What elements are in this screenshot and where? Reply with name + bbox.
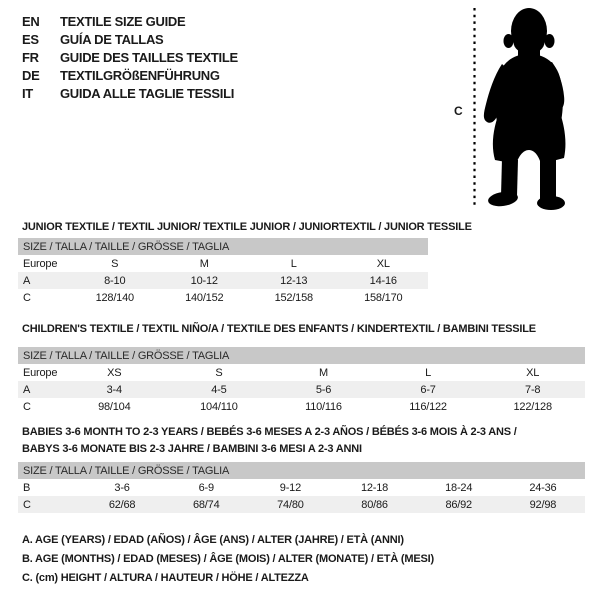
language-code: DE [22, 68, 40, 83]
table-row [18, 381, 585, 398]
language-header [22, 13, 238, 103]
size-header-bar [18, 238, 428, 255]
language-code: EN [22, 14, 40, 29]
cell: 98/104 [98, 400, 131, 413]
cell: 7-8 [480, 381, 585, 398]
babies-size-table [18, 462, 585, 513]
row-label: A [18, 381, 62, 398]
language-row-de [22, 67, 238, 85]
language-code: FR [22, 50, 39, 65]
language-row-it [22, 85, 238, 103]
cell: 74/80 [248, 496, 332, 513]
babies-section-title [22, 424, 582, 458]
junior-section-title: JUNIOR TEXTILE / TEXTIL JUNIOR/ TEXTILE JUNIOR / JUNIORTEXTIL / JUNIOR TESSILE [22, 221, 472, 233]
cell: 6-7 [376, 381, 481, 398]
size-header-bar [18, 347, 585, 364]
cell: 104/110 [200, 400, 238, 413]
language-title: TEXTILE SIZE GUIDE [60, 14, 186, 29]
cell: 158/170 [364, 291, 403, 304]
table-row [18, 272, 428, 289]
cell: 128/140 [95, 291, 134, 304]
cell: 4-5 [167, 381, 272, 398]
language-row-es [22, 31, 238, 49]
table-row [18, 364, 585, 381]
language-title: GUIDA ALLE TAGLIE TESSILI [60, 86, 235, 101]
row-label: Europe [23, 366, 58, 379]
cell: 12-18 [360, 481, 389, 494]
height-c-label: C [454, 104, 463, 118]
cell: XL [376, 257, 390, 270]
cell: S [111, 257, 119, 270]
row-label: C [23, 291, 31, 304]
language-title: TEXTILGRÖßENFÜHRUNG [60, 68, 220, 83]
row-label: Europe [23, 257, 58, 270]
cell: 12-13 [249, 272, 339, 289]
language-row-en [22, 13, 238, 31]
size-header-label: SIZE / TALLA / TAILLE / GRÖSSE / TAGLIA [18, 347, 585, 364]
note-a: A. AGE (YEARS) / EDAD (AÑOS) / ÂGE (ANS) / ALTER (JAHRE) / ETÀ (ANNI) [22, 534, 404, 546]
row-label: B [23, 481, 31, 494]
note-c: C. (cm) HEIGHT / ALTURA / HAUTEUR / HÖHE / ALTEZZA [22, 572, 309, 584]
language-title: GUÍA DE TALLAS [60, 32, 164, 47]
cell: 140/152 [185, 291, 224, 304]
junior-size-table [18, 238, 428, 306]
table-row [18, 479, 585, 496]
cell: 3-4 [62, 381, 167, 398]
cell: 80/86 [332, 496, 416, 513]
size-header-label: SIZE / TALLA / TAILLE / GRÖSSE / TAGLIA [18, 462, 585, 479]
table-row [18, 398, 585, 415]
cell: 6-9 [198, 481, 214, 494]
language-row-fr [22, 49, 238, 67]
cell: 3-6 [114, 481, 130, 494]
row-label: C [18, 496, 80, 513]
cell: 14-16 [339, 272, 429, 289]
cell: L [290, 257, 297, 270]
size-header-bar [18, 462, 585, 479]
table-row [18, 289, 428, 306]
children-section-title: CHILDREN'S TEXTILE / TEXTIL NIÑO/A / TEXTILE DES ENFANTS / KINDERTEXTIL / BAMBINI TESSILE [22, 323, 536, 335]
cell: XL [526, 366, 540, 379]
babies-title-line2: BABYS 3-6 MONATE BIS 2-3 JAHRE / BAMBINI 3-6 MESI A 2-3 ANNI [22, 443, 362, 455]
cell: 10-12 [160, 272, 250, 289]
cell: 62/68 [80, 496, 164, 513]
table-row [18, 255, 428, 272]
row-label: A [18, 272, 70, 289]
cell: 24-36 [529, 481, 557, 494]
cell: L [425, 366, 432, 379]
row-label: C [23, 400, 31, 413]
baby-silhouette-icon [440, 0, 600, 220]
baby-figure [440, 0, 600, 220]
cell: M [199, 257, 209, 270]
babies-title-line1: BABIES 3-6 MONTH TO 2-3 YEARS / BEBÉS 3-6 MESES A 2-3 AÑOS / BÉBÉS 3-6 MOIS À 2-3 ANS / [22, 426, 517, 438]
cell: 152/158 [274, 291, 313, 304]
cell: 18-24 [445, 481, 473, 494]
cell: 116/122 [409, 400, 447, 413]
cell: 8-10 [70, 272, 160, 289]
cell: M [319, 366, 328, 379]
language-title: GUIDE DES TAILLES TEXTILE [60, 50, 238, 65]
cell: 110/116 [305, 400, 342, 413]
language-code: IT [22, 86, 33, 101]
cell: 86/92 [417, 496, 501, 513]
cell: 9-12 [279, 481, 301, 494]
cell: 122/128 [513, 400, 552, 413]
language-code: ES [22, 32, 39, 47]
cell: 5-6 [271, 381, 376, 398]
children-size-table [18, 347, 585, 415]
cell: 92/98 [501, 496, 585, 513]
size-header-label: SIZE / TALLA / TAILLE / GRÖSSE / TAGLIA [18, 238, 428, 255]
cell: S [215, 366, 223, 379]
legend-notes [22, 531, 434, 588]
cell: XS [107, 366, 122, 379]
table-row [18, 496, 585, 513]
note-b: B. AGE (MONTHS) / EDAD (MESES) / ÂGE (MOIS) / ALTER (MONATE) / ETÀ (MESI) [22, 553, 434, 565]
cell: 68/74 [164, 496, 248, 513]
